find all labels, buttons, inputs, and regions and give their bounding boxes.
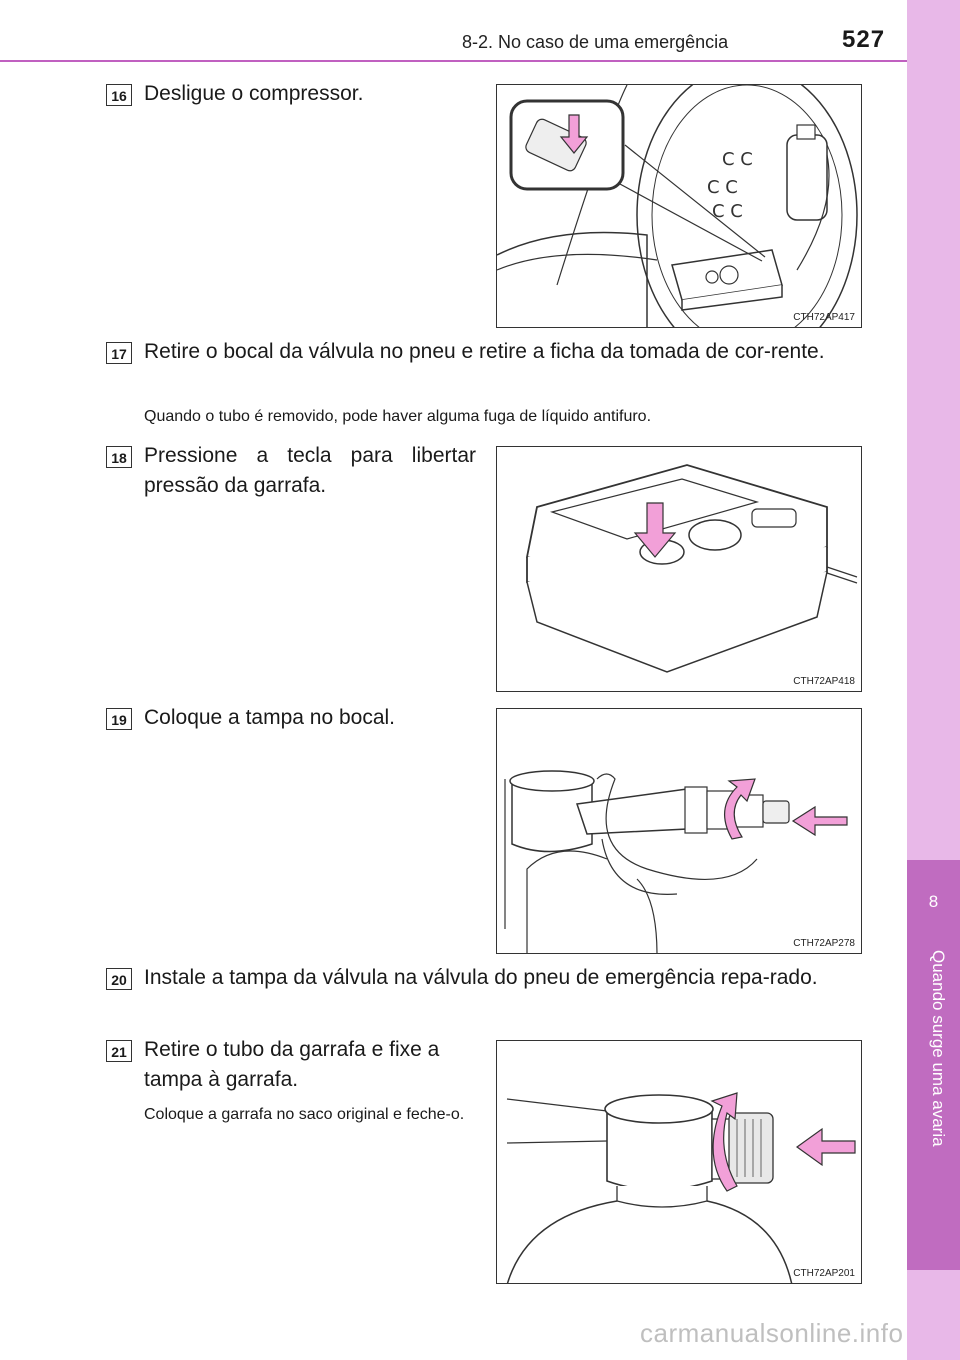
step-text-18: Pressione a tecla para libertar pressão da garrafa. bbox=[144, 444, 476, 497]
step-number-20: 20 bbox=[106, 968, 132, 990]
figure-pressure-release-button bbox=[496, 446, 862, 692]
step-number-19: 19 bbox=[106, 708, 132, 730]
figure-nozzle-cap bbox=[496, 708, 862, 954]
figure-code: CTH72AP201 bbox=[793, 1268, 855, 1279]
step-note-21: Coloque a garrafa no saco original e feche-o. bbox=[144, 1106, 465, 1123]
figure-code: CTH72AP417 bbox=[793, 312, 855, 323]
nozzle-cap-illustration bbox=[497, 709, 862, 954]
figure-code: CTH72AP278 bbox=[793, 938, 855, 949]
step-text-21: Retire o tubo da garrafa e fixe a tampa à garrafa. bbox=[144, 1038, 440, 1091]
bottle-cap-illustration bbox=[497, 1041, 862, 1284]
figure-bottle-cap bbox=[496, 1040, 862, 1284]
section-title: 8-2. No caso de uma emergência bbox=[462, 32, 729, 52]
pressure-release-illustration bbox=[497, 447, 862, 692]
step-number-21: 21 bbox=[106, 1040, 132, 1062]
page-number: 527 bbox=[842, 26, 886, 53]
chapter-title: Quando surge uma avaria bbox=[929, 950, 948, 1147]
step-number-18: 18 bbox=[106, 446, 132, 468]
step-number-16: 16 bbox=[106, 84, 132, 106]
figure-compressor-switch bbox=[496, 84, 862, 328]
svg-text:C C: C C bbox=[707, 177, 738, 198]
figure-code: CTH72AP418 bbox=[793, 676, 855, 687]
svg-text:C C: C C bbox=[712, 201, 743, 222]
step-text-19: Coloque a tampa no bocal. bbox=[144, 706, 396, 729]
step-note-17: Quando o tubo é removido, pode haver alguma fuga de líquido antifuro. bbox=[144, 408, 652, 425]
svg-text:C C: C C bbox=[722, 149, 753, 170]
step-number-17: 17 bbox=[106, 342, 132, 364]
chapter-number: 8 bbox=[928, 892, 939, 911]
compressor-switch-illustration bbox=[497, 85, 862, 328]
step-text-17: Retire o bocal da válvula no pneu e retire a ficha da tomada de cor-rente. bbox=[144, 340, 825, 363]
header-rule bbox=[0, 60, 907, 62]
step-text-16: Desligue o compressor. bbox=[144, 82, 364, 105]
watermark-text: carmanualsonline.info bbox=[640, 1318, 904, 1348]
step-text-20: Instale a tampa da válvula na válvula do pneu de emergência repa-rado. bbox=[144, 966, 818, 989]
